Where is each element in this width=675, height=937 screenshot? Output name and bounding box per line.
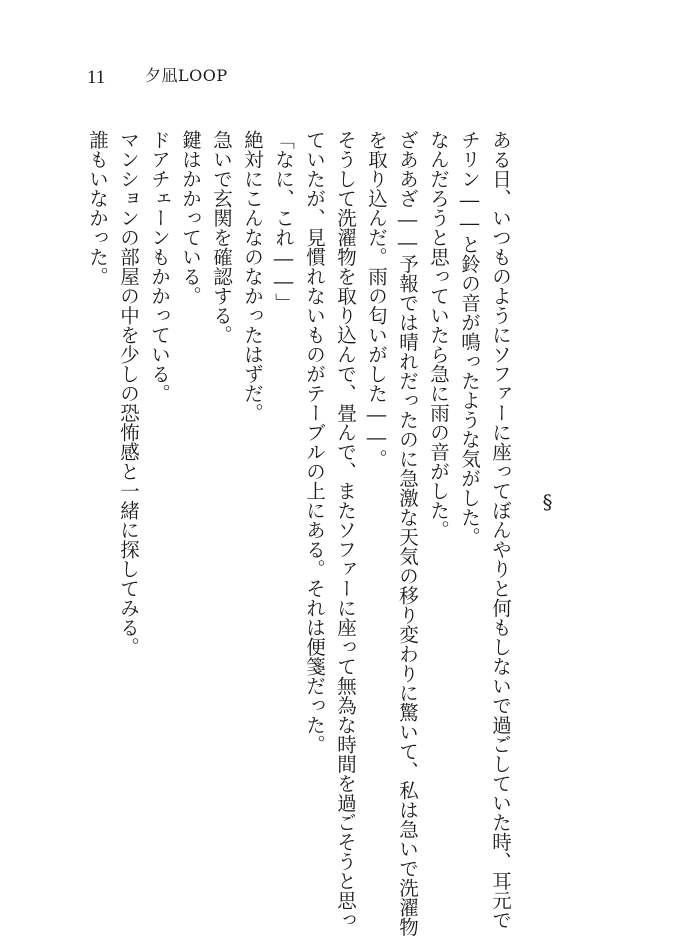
paragraph-line: マンションの部屋の中を少しの恐怖感と一緒に探してみる。 (117, 130, 140, 657)
running-title: 夕凪LOOP (145, 66, 228, 85)
body-text (82, 130, 563, 937)
section-mark (532, 130, 563, 850)
page-number: 11 (87, 67, 106, 88)
paragraph-line: ざああざ――予報では晴れだったのに急激な天気の移り変わりに驚いて、私は急いで洗濯物 (396, 130, 419, 937)
paragraph-line: チリン――と鈴の音が鳴ったような気がした。 (458, 130, 481, 547)
paragraph-line: 誰もいなかった。 (86, 130, 109, 286)
paragraph-line: 「なに、これ――」 (272, 130, 295, 313)
paragraph-line: なんだろうと思っていたら急に雨の音がした。 (427, 130, 450, 540)
paragraph-line: ドアチェーンもかかっている。 (148, 130, 171, 403)
section-gap (516, 130, 532, 850)
paragraph-line: を取り込んだ。雨の匂いがした――。 (365, 130, 388, 469)
section-mark-glyph: § (536, 491, 559, 514)
paragraph-line: 鍵はかかっている。 (179, 130, 202, 306)
paragraph-line: そうして洗濯物を取り込んで、畳んで、またソファーに座って無為な時間を過ごそうと思っ (334, 130, 357, 930)
paragraph-line: ていたが、見慣れないものがテーブルの上にある。それは便箋だった。 (303, 130, 326, 754)
paragraph-line: ある日、いつものようにソファーに座ってぼんやりと何もしないで過ごしていた時、耳元で (489, 130, 512, 930)
paragraph-line: 急いで玄関を確認する。 (210, 130, 233, 345)
paragraph-line: 絶対にこんなのなかったはずだ。 (241, 130, 264, 423)
